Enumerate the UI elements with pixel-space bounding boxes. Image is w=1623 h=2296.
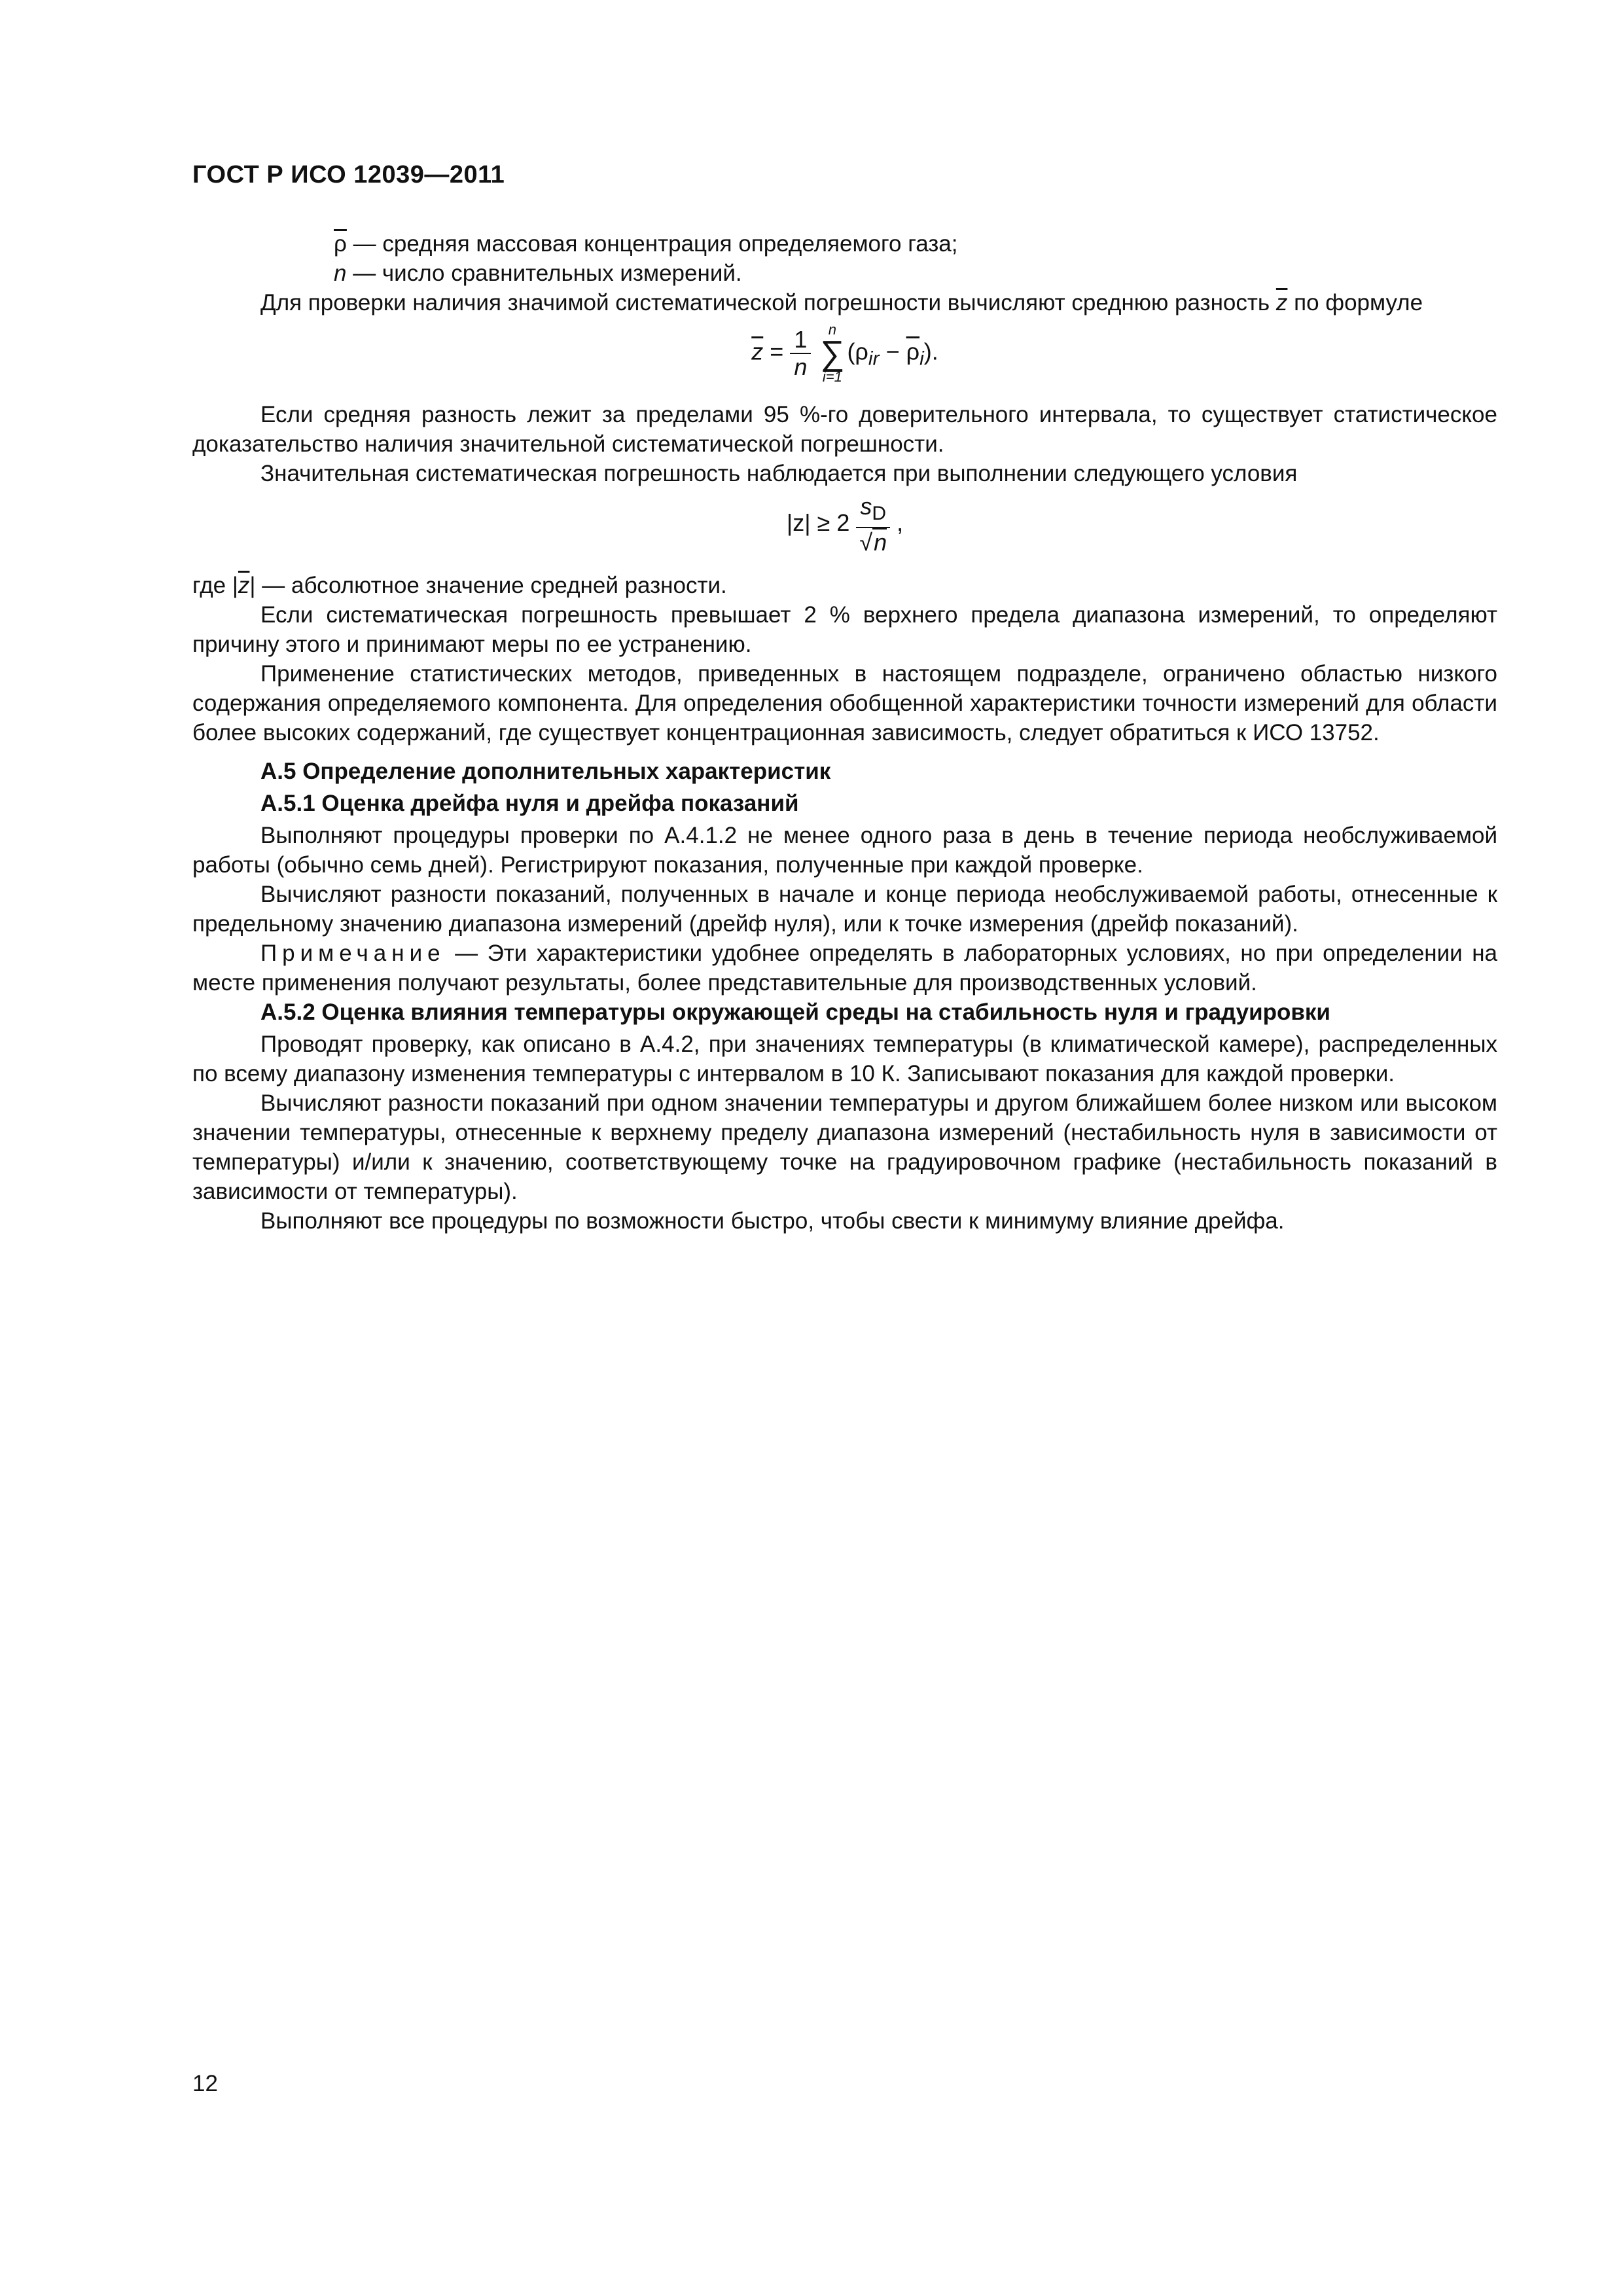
formula1-fraction — [790, 327, 811, 380]
formula1-sum-lower: i=1 — [822, 368, 842, 385]
symbol-n: n — [334, 260, 347, 286]
paragraph-absolute-value-prefix: где — [192, 573, 226, 598]
paragraph-absolute-value-text: — абсолютное значение средней разности. — [262, 573, 727, 598]
paragraph-confidence-interval: Если средняя разность лежит за пределами 95 %-го доверительного интервала, то существует статистическое доказательство наличия значительной систематической погрешности. — [192, 402, 1497, 457]
formula2-tail: , — [897, 509, 904, 537]
paragraph-mean-difference-tail: по формуле — [1294, 290, 1423, 315]
formula1-body-open: (ρ — [847, 338, 868, 365]
paragraph-mean-difference-text: Для проверки наличия значимой систематической погрешности вычисляют среднюю разность — [260, 290, 1270, 315]
formula-significance-condition — [192, 493, 1497, 559]
note-paragraph — [192, 939, 1497, 997]
sigma-icon: ∑ — [820, 334, 845, 372]
definition-rho-bar-text: — средняя массовая концентрация определяемого газа; — [353, 231, 958, 257]
section-heading-a51: А.5.1 Оценка дрейфа нуля и дрейфа показаний — [260, 791, 799, 816]
symbol-rho-bar: $\overline{\rho}$ — [334, 231, 347, 257]
formula2-num-s: s — [860, 493, 872, 520]
formula1-minus: − — [879, 338, 906, 365]
formula1-rho-bar: $\overline{\rho}$ — [906, 338, 920, 365]
formula1-sum-upper: n — [828, 321, 837, 338]
formula2-num-sub: D — [872, 503, 887, 525]
formula1-sub-ir: ir — [868, 348, 880, 370]
formula2-numerator — [856, 493, 890, 528]
formula2-denominator: √n — [859, 529, 887, 556]
document-body — [192, 229, 1497, 1236]
page-number: 12 — [192, 2071, 218, 2096]
paragraph-temperature-check: Проводят проверку, как описано в А.4.2, при значениях температуры (в климатической камере), распределенных по всему диапазону изменения температуры с интервалом в 10 К. Записывают показания для каждой проверки. — [192, 1031, 1497, 1086]
formula1-sub-i: i — [919, 348, 924, 370]
formula2-fraction — [856, 493, 890, 556]
definition-rho-bar — [192, 229, 1497, 259]
paragraph-drift-procedure: Выполняют процедуры проверки по А.4.1.2 не менее одного раза в день в течение периода необслуживаемой работы (обычно семь дней). Регистрируют показания, полученные при каждой проверке. — [192, 823, 1497, 878]
paragraph-procedures-quickly: Выполняют все процедуры по возможности быстро, чтобы свести к минимуму влияние дрейфа. — [260, 1208, 1285, 1234]
symbol-z-bar: $\overline{z}$ — [1275, 290, 1288, 315]
formula2-lhs: |z| ≥ 2 — [786, 509, 850, 537]
formula1-numerator: 1 — [790, 327, 811, 354]
symbol-abs-z-bar: $\overline{z}$ — [238, 573, 250, 598]
definition-n-text: — число сравнительных измерений. — [353, 260, 742, 286]
paragraph-significant-error-condition: Значительная систематическая погрешность наблюдается при выполнении следующего условия — [260, 461, 1298, 486]
formula1-lhs: $\overline{z}$ — [751, 338, 764, 365]
page-header-title: ГОСТ Р ИСО 12039—2011 — [192, 161, 505, 188]
formula1-sum — [820, 323, 844, 384]
formula1-eq: = — [770, 338, 784, 365]
formula1-denominator: n — [794, 353, 808, 380]
formula2-den-n: n — [874, 529, 887, 556]
paragraph-mean-difference — [192, 288, 1497, 317]
paragraph-error-exceeds: Если систематическая погрешность превышает 2 % верхнего предела диапазона измерений, то определяют причину этого и принимают меры по ее устранению. — [192, 602, 1497, 657]
formula1-close: ). — [923, 338, 938, 365]
paragraph-statistical-methods: Применение статистических методов, приведенных в настоящем подразделе, ограничено областью низкого содержания определяемого компонента. Для определения обобщенной характеристики точности измерений для области более высоких содержаний, где существует концентрационная зависимость, следует обратиться к ИСО 13752. — [192, 661, 1497, 745]
paragraph-drift-calculation: Вычисляют разности показаний, полученных в начале и конце периода необслуживаемой работы, отнесенные к предельному значению диапазона измерений (дрейф нуля), или к точке измерения (дрейф показаний). — [192, 882, 1497, 937]
note-text: — Эти характеристики удобнее определять в лабораторных условиях, но при определении на месте применения получают результаты, более представительные для производственных условий. — [192, 941, 1498, 996]
section-heading-a5: А.5 Определение дополнительных характеристик — [260, 759, 831, 784]
section-heading-a52: А.5.2 Оценка влияния температуры окружающей среды на стабильность нуля и градуировки — [260, 999, 1330, 1025]
note-label: Примечание — [260, 941, 446, 966]
formula-mean-difference — [192, 323, 1497, 388]
paragraph-absolute-value: где $|\overline{z}|$ — абсолютное значение средней разности. — [192, 573, 727, 598]
paragraph-temperature-calculation: Вычисляют разности показаний при одном значении температуры и другом ближайшем более низком или высоком значении температуры, отнесенные к верхнему пределу диапазона измерений (нестабильность нуля в зависимости от температуры) и/или к значению, соответствующему точке на градуировочном графике (нестабильность показаний в зависимости от температуры). — [192, 1090, 1497, 1204]
definition-n — [192, 259, 1497, 288]
